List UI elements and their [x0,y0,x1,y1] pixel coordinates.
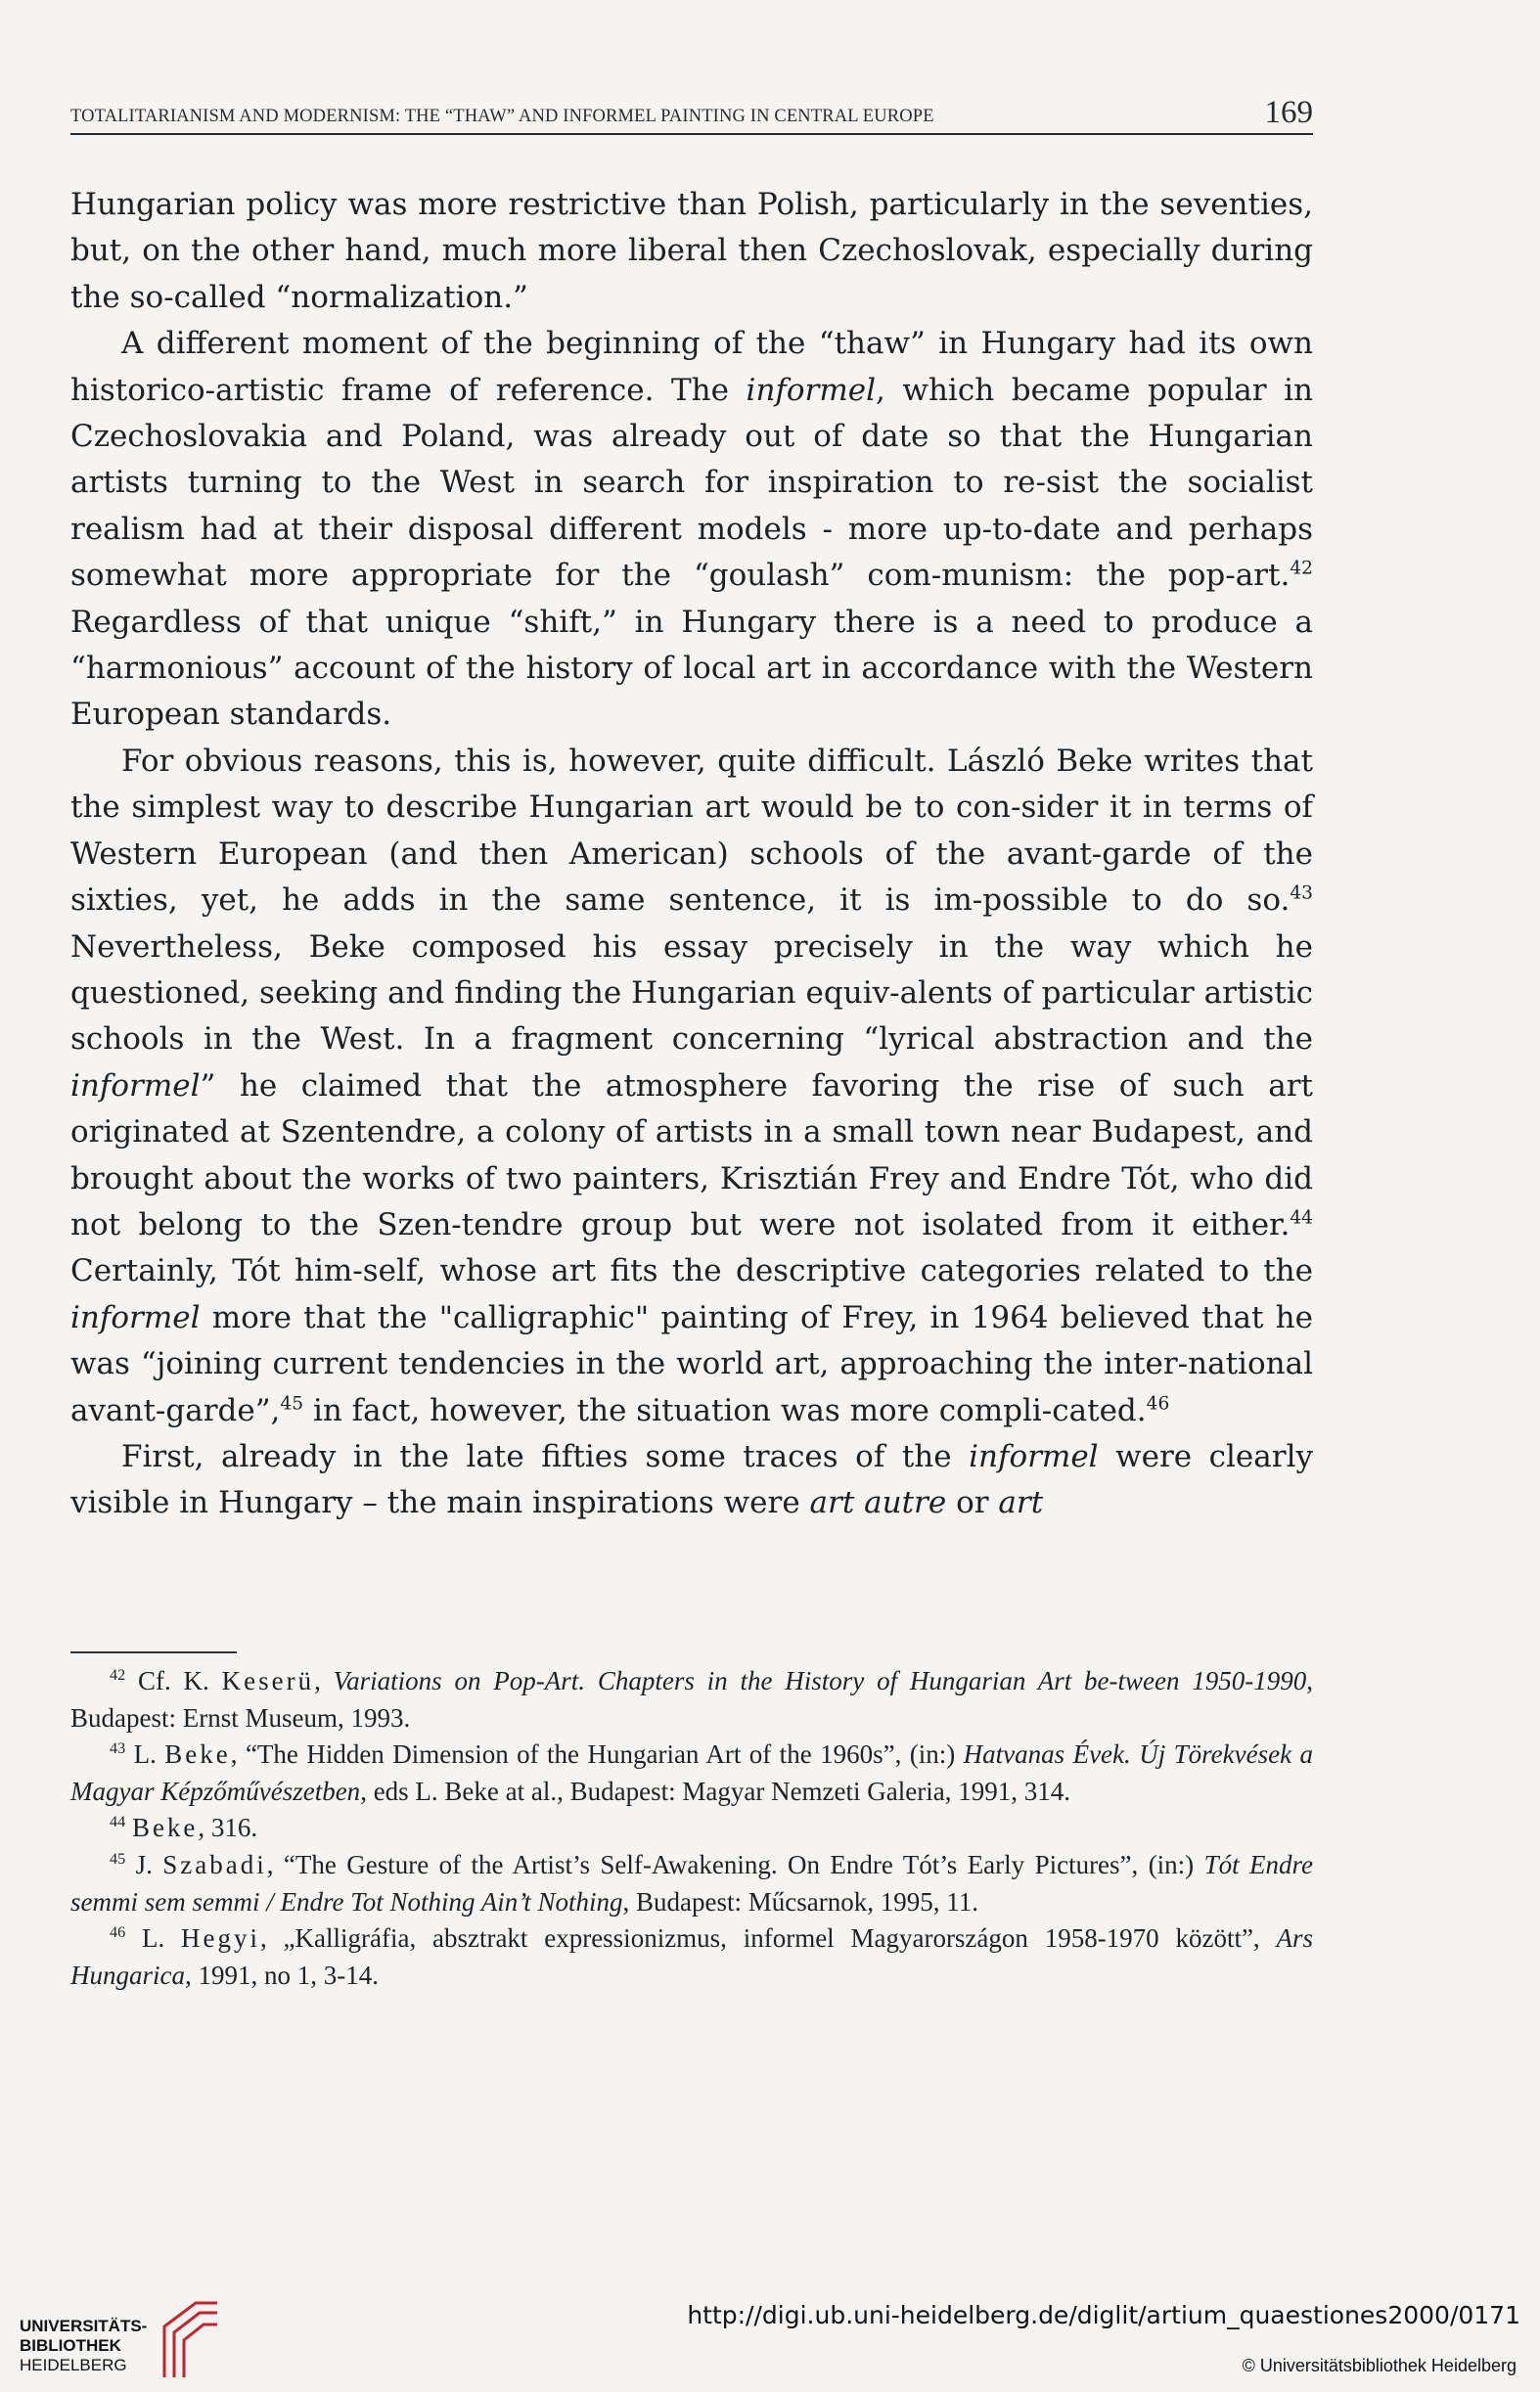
source-url-link[interactable]: http://digi.ub.uni-heidelberg.de/diglit/artium_quaestiones2000/0171 [687,2301,1520,2329]
paragraph: A different moment of the beginning of the “thaw” in Hungary had its own historico-artistic frame of reference. The informel, which became popular in Czechoslovakia and Poland, was already out of date so that the Hungarian artists turning to the West in search for inspiration to re-sist the socialist realism had at their disposal different models - more up-to-date and perhaps somewhat more appropriate for the “goulash” com-munism: the pop-art.$^{42}$ Regardless of that unique “shift,” in Hungary there is a need to produce a “harmonious” account of the history of local art in accordance with the Western European standards. [70,326,1314,733]
logo-line: BIBLIOTHEK [20,2336,121,2355]
library-emblem-icon [157,2297,225,2379]
footnotes [70,1663,1313,1994]
paragraph: First, already in the late fifties some traces of the informel were clearly visible in Hungary – the main inspirations were art autre or art [70,1438,1313,1521]
library-logo[interactable] [20,2297,235,2379]
running-title: TOTALITARIANISM AND MODERNISM: THE “THAW” AND INFORMEL PAINTING IN CENTRAL EUROPE [70,107,934,126]
logo-line: UNIVERSITÄTS- [20,2317,148,2335]
footnote: $^{46}$ L. Hegyi, „Kalligráfia, absztrakt expressionizmus, informel Magyarországon 1958-1970 között”, Ars Hungarica, 1991, no 1, 3-14. [70,1923,1313,1990]
footnote: $^{44}$ Beke, 316. [110,1813,258,1843]
logo-line: HEIDELBERG [20,2356,127,2374]
footnote: $^{45}$ J. Szabadi, “The Gesture of the Artist’s Self-Awakening. On Endre Tót’s Early Pictures”, (in:) Tót Endre semmi sem semmi / Endre Tot Nothing Ain’t Nothing, Budapest: Műcsarnok, 1995, 11. [70,1849,1313,1917]
page-number: 169 [1264,95,1313,130]
body-text [70,182,1313,1527]
copyright-notice: © Universitätsbibliothek Heidelberg [1242,2356,1517,2375]
footnote: $^{43}$ L. Beke, “The Hidden Dimension of the Hungarian Art of the 1960s”, (in:) Hatvanas Évek. Új Törekvések a Magyar Képzőművészetben, eds L. Beke at al., Budapest: Magyar Nemzeti Galeria, 1991, 314. [70,1739,1313,1806]
running-header [70,94,1313,135]
paragraph: For obvious reasons, this is, however, quite difficult. László Beke writes that the simplest way to describe Hungarian art would be to con-sider it in terms of Western European (and then American) schools of the avant-garde of the sixties, yet, he adds in the same sentence, it is im-possible to do so.$^{43}$ Nevertheless, Beke composed his essay precisely in the way which he questioned, seeking and finding the Hungarian equiv-alents of particular artistic schools in the West. In a fragment concerning “lyrical abstraction and the informel” he claimed that the atmosphere favoring the rise of such art originated at Szentendre, a colony of artists in a small town near Budapest, and brought about the works of two painters, Krisztián Frey and Endre Tót, who did not belong to the Szen-tendre group but were not isolated from it either.$^{44}$ Certainly, Tót him-self, whose art fits the descriptive categories related to the informel more that the "calligraphic" painting of Frey, in 1964 believed that he was “joining current tendencies in the world art, approaching the inter-national avant-garde”,$^{45}$ in fact, however, the situation was more compli-cated.$^{46}$ [70,743,1313,1428]
paragraph: Hungarian policy was more restrictive than Polish, particularly in the seventies, but, on the other hand, much more liberal then Czechoslovak, especially during the so-called “normalization.” [70,187,1313,315]
footnote-divider [70,1651,237,1653]
footnote: $^{42}$ Cf. K. Keserü, Variations on Pop-Art. Chapters in the History of Hungarian Art be-tween 1950-1990, Budapest: Ernst Museum, 1993. [70,1666,1314,1733]
